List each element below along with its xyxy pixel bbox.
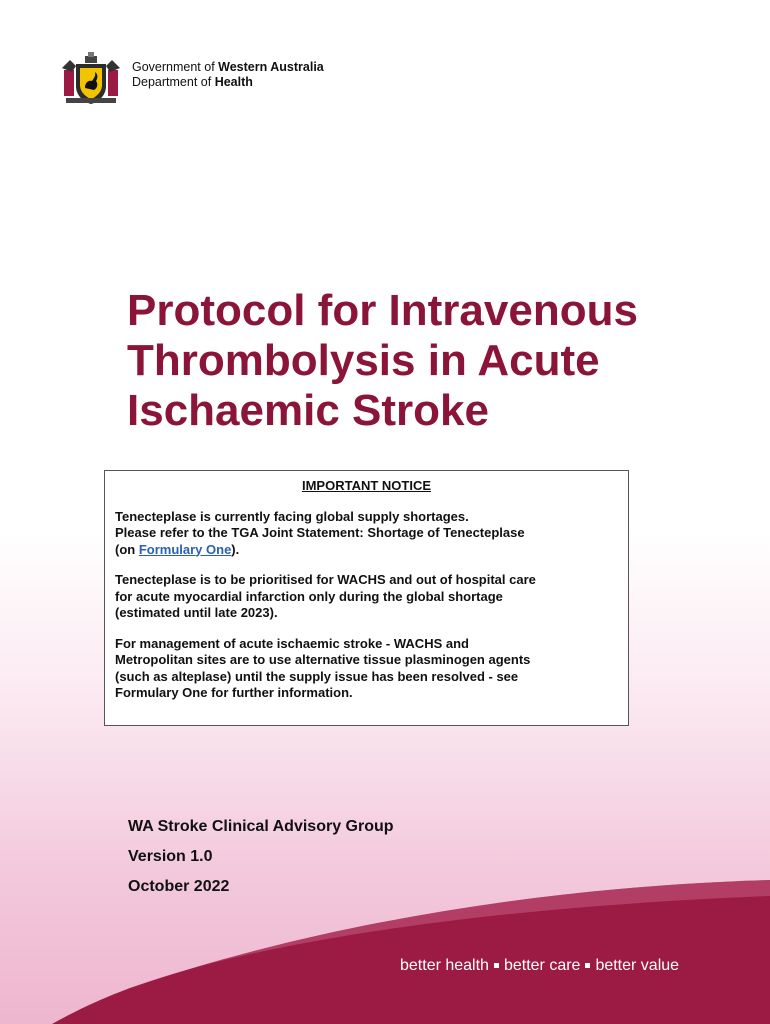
notice-text: ). — [231, 541, 240, 557]
notice-paragraph-3 — [115, 636, 618, 702]
notice-heading: IMPORTANT NOTICE — [301, 478, 432, 493]
notice-text: For management of acute ischaemic stroke - WACHS and — [115, 635, 469, 651]
footer-tagline — [400, 957, 679, 975]
notice-text: Please refer to the TGA Joint Statement: Shortage of Tenecteplase — [115, 525, 525, 540]
notice-text: Formulary One for further information. — [115, 685, 353, 700]
tagline-part: better value — [595, 957, 680, 974]
notice-text: (estimated until late 2023). — [115, 605, 278, 620]
separator-icon — [585, 963, 590, 968]
title-line-1: Protocol for Intravenous — [127, 286, 638, 335]
notice-text: Tenecteplase is to be prioritised for WACHS and out of hospital care — [115, 572, 536, 587]
notice-text: Metropolitan sites are to use alternative tissue plasminogen agents — [115, 652, 531, 667]
notice-text: (on — [115, 541, 139, 557]
tagline-part: better care — [503, 957, 581, 974]
advisory-group: WA Stroke Clinical Advisory Group — [128, 818, 394, 835]
important-notice-box — [104, 470, 629, 726]
org-prefix: Government of — [132, 60, 219, 74]
notice-text — [115, 542, 618, 559]
tagline-part: better health — [400, 957, 489, 974]
separator-icon — [494, 963, 499, 968]
notice-text: (such as alteplase) until the supply issue has been resolved - see — [115, 668, 519, 684]
wa-government-crest-icon — [58, 50, 124, 106]
document-title — [127, 286, 747, 436]
org-name: Western Australia — [218, 60, 324, 74]
formulary-one-link[interactable]: Formulary One — [138, 541, 232, 557]
footer-swoosh — [0, 880, 770, 1024]
dept-name: Health — [214, 75, 253, 89]
title-line-2: Thrombolysis in Acute — [127, 336, 600, 385]
version-label: Version 1.0 — [128, 848, 213, 865]
notice-paragraph-2 — [115, 572, 618, 622]
publication-date: October 2022 — [128, 878, 230, 895]
notice-paragraph-1 — [115, 509, 618, 559]
dept-prefix: Department of — [132, 75, 215, 89]
notice-text: for acute myocardial infarction only during the global shortage — [115, 588, 503, 604]
title-line-3: Ischaemic Stroke — [127, 386, 489, 435]
notice-text: Tenecteplase is currently facing global supply shortages. — [115, 508, 469, 524]
department-name — [132, 60, 324, 90]
